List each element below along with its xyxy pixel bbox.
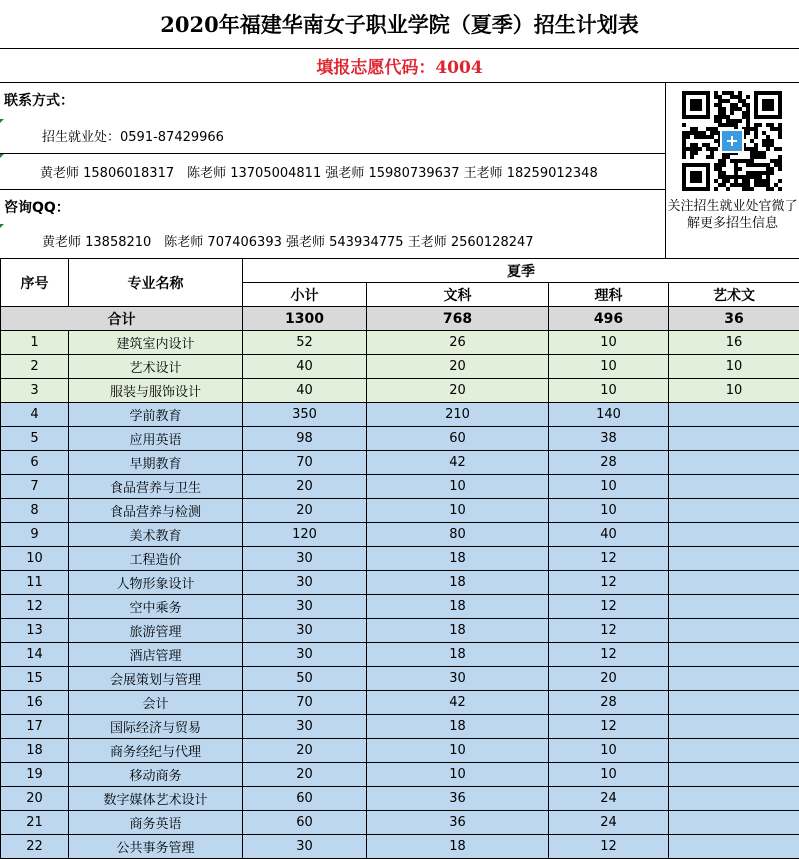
cell-subtotal: 70 (243, 451, 367, 475)
qr-panel (666, 83, 799, 258)
cell-major: 移动商务 (69, 763, 243, 787)
cell-subtotal: 30 (243, 835, 367, 859)
cell-no: 3 (1, 379, 69, 403)
cell-yishu (669, 427, 799, 451)
cell-wenke: 42 (367, 451, 549, 475)
cell-subtotal: 20 (243, 499, 367, 523)
cell-subtotal: 120 (243, 523, 367, 547)
cell-like: 10 (549, 355, 669, 379)
cell-major: 早期教育 (69, 451, 243, 475)
table-row (1, 619, 799, 643)
cell-yishu (669, 499, 799, 523)
qq-heading: 咨询QQ： (0, 189, 666, 223)
cell-wenke: 210 (367, 403, 549, 427)
header-season: 夏季 (243, 259, 799, 283)
table-row (1, 475, 799, 499)
cell-no: 6 (1, 451, 69, 475)
header-no: 序号 (1, 259, 69, 307)
cell-like: 12 (549, 547, 669, 571)
cell-no: 20 (1, 787, 69, 811)
cell-no: 17 (1, 715, 69, 739)
cell-wenke: 18 (367, 835, 549, 859)
cell-major: 应用英语 (69, 427, 243, 451)
cell-subtotal: 60 (243, 787, 367, 811)
table-row (1, 835, 799, 859)
cell-subtotal: 60 (243, 811, 367, 835)
table-row (1, 571, 799, 595)
cell-no: 7 (1, 475, 69, 499)
cell-like: 10 (549, 331, 669, 355)
cell-major: 空中乘务 (69, 595, 243, 619)
total-yishu: 36 (669, 307, 799, 331)
cell-like: 12 (549, 643, 669, 667)
cell-subtotal: 52 (243, 331, 367, 355)
cell-major: 工程造价 (69, 547, 243, 571)
cell-yishu (669, 523, 799, 547)
cell-yishu (669, 763, 799, 787)
cell-wenke: 18 (367, 571, 549, 595)
cell-subtotal: 40 (243, 355, 367, 379)
cell-no: 8 (1, 499, 69, 523)
cell-yishu (669, 547, 799, 571)
cell-subtotal: 20 (243, 763, 367, 787)
table-row (1, 427, 799, 451)
cell-like: 12 (549, 571, 669, 595)
cell-no: 13 (1, 619, 69, 643)
qq-numbers: 黄老师 13858210 陈老师 707406393 强老师 543934775 王老师 2560128247 (42, 235, 534, 250)
total-row (1, 307, 799, 331)
cell-yishu (669, 667, 799, 691)
table-row (1, 523, 799, 547)
table-row (1, 499, 799, 523)
table-row (1, 379, 799, 403)
cell-like: 12 (549, 835, 669, 859)
cell-subtotal: 30 (243, 619, 367, 643)
cell-wenke: 26 (367, 331, 549, 355)
cell-yishu (669, 643, 799, 667)
cell-subtotal: 20 (243, 475, 367, 499)
cell-like: 140 (549, 403, 669, 427)
cell-wenke: 20 (367, 379, 549, 403)
cell-no: 11 (1, 571, 69, 595)
application-code: 填报志愿代码：4004 (0, 49, 799, 83)
contact-office: 招生就业处：0591-87429966 (42, 129, 224, 145)
cell-no: 2 (1, 355, 69, 379)
cell-yishu: 10 (669, 379, 799, 403)
cell-major: 美术教育 (69, 523, 243, 547)
cell-no: 22 (1, 835, 69, 859)
cell-yishu (669, 403, 799, 427)
cell-wenke: 80 (367, 523, 549, 547)
total-label: 合计 (1, 307, 243, 331)
cell-yishu: 16 (669, 331, 799, 355)
cell-major: 旅游管理 (69, 619, 243, 643)
table-row (1, 811, 799, 835)
cell-subtotal: 30 (243, 547, 367, 571)
cell-like: 40 (549, 523, 669, 547)
cell-like: 10 (549, 499, 669, 523)
cell-yishu (669, 715, 799, 739)
cell-major: 服装与服饰设计 (69, 379, 243, 403)
cell-like: 10 (549, 739, 669, 763)
cell-yishu: 10 (669, 355, 799, 379)
cell-like: 24 (549, 811, 669, 835)
cell-no: 12 (1, 595, 69, 619)
cell-major: 会展策划与管理 (69, 667, 243, 691)
cell-major: 商务经纪与代理 (69, 739, 243, 763)
table-row (1, 787, 799, 811)
cell-major: 人物形象设计 (69, 571, 243, 595)
cell-major: 艺术设计 (69, 355, 243, 379)
cell-like: 38 (549, 427, 669, 451)
enrollment-table (0, 258, 799, 859)
table-row (1, 547, 799, 571)
total-like: 496 (549, 307, 669, 331)
cell-wenke: 10 (367, 499, 549, 523)
contact-panel (0, 83, 666, 258)
header-row (1, 259, 799, 283)
cell-like: 10 (549, 763, 669, 787)
cell-wenke: 36 (367, 811, 549, 835)
cell-major: 酒店管理 (69, 643, 243, 667)
cell-no: 4 (1, 403, 69, 427)
cell-no: 5 (1, 427, 69, 451)
cell-wenke: 30 (367, 667, 549, 691)
cell-like: 10 (549, 475, 669, 499)
cell-major: 数字媒体艺术设计 (69, 787, 243, 811)
cell-yishu (669, 619, 799, 643)
cell-no: 10 (1, 547, 69, 571)
cell-wenke: 10 (367, 475, 549, 499)
table-row (1, 763, 799, 787)
cell-wenke: 18 (367, 595, 549, 619)
cell-no: 19 (1, 763, 69, 787)
cell-yishu (669, 571, 799, 595)
cell-subtotal: 30 (243, 595, 367, 619)
cell-yishu (669, 835, 799, 859)
cell-wenke: 42 (367, 691, 549, 715)
cell-subtotal: 50 (243, 667, 367, 691)
cell-wenke: 18 (367, 619, 549, 643)
table-row (1, 691, 799, 715)
cell-no: 9 (1, 523, 69, 547)
cell-no: 21 (1, 811, 69, 835)
cell-wenke: 18 (367, 547, 549, 571)
cell-major: 食品营养与卫生 (69, 475, 243, 499)
table-row (1, 667, 799, 691)
header-wenke: 文科 (367, 283, 549, 307)
qr-code-icon[interactable] (680, 89, 784, 193)
cell-no: 18 (1, 739, 69, 763)
total-wenke: 768 (367, 307, 549, 331)
cell-like: 12 (549, 715, 669, 739)
cell-wenke: 18 (367, 715, 549, 739)
cell-wenke: 18 (367, 643, 549, 667)
cell-wenke: 20 (367, 355, 549, 379)
qr-caption: 关注招生就业处官微了解更多招生信息 (667, 199, 798, 231)
header-major: 专业名称 (69, 259, 243, 307)
cell-like: 12 (549, 595, 669, 619)
cell-yishu (669, 787, 799, 811)
cell-wenke: 10 (367, 763, 549, 787)
cell-no: 15 (1, 667, 69, 691)
page-title: 2020年福建华南女子职业学院（夏季）招生计划表 (0, 0, 799, 49)
cell-like: 10 (549, 379, 669, 403)
cell-major: 学前教育 (69, 403, 243, 427)
cell-yishu (669, 475, 799, 499)
header-yishu: 艺术文 (669, 283, 799, 307)
cell-yishu (669, 595, 799, 619)
table-row (1, 331, 799, 355)
table-row (1, 451, 799, 475)
cell-like: 28 (549, 691, 669, 715)
cell-major: 公共事务管理 (69, 835, 243, 859)
cell-major: 商务英语 (69, 811, 243, 835)
cell-subtotal: 98 (243, 427, 367, 451)
table-row (1, 355, 799, 379)
cell-subtotal: 30 (243, 571, 367, 595)
cell-yishu (669, 451, 799, 475)
table-row (1, 403, 799, 427)
cell-yishu (669, 691, 799, 715)
cell-subtotal: 20 (243, 739, 367, 763)
contact-heading: 联系方式： (4, 93, 74, 109)
cell-no: 16 (1, 691, 69, 715)
cell-no: 14 (1, 643, 69, 667)
cell-yishu (669, 811, 799, 835)
cell-wenke: 60 (367, 427, 549, 451)
table-row (1, 739, 799, 763)
cell-major: 建筑室内设计 (69, 331, 243, 355)
cell-yishu (669, 739, 799, 763)
cell-wenke: 10 (367, 739, 549, 763)
table-row (1, 643, 799, 667)
header-subtotal: 小计 (243, 283, 367, 307)
cell-major: 国际经济与贸易 (69, 715, 243, 739)
cell-no: 1 (1, 331, 69, 355)
cell-like: 24 (549, 787, 669, 811)
cell-subtotal: 70 (243, 691, 367, 715)
cell-like: 20 (549, 667, 669, 691)
cell-subtotal: 30 (243, 643, 367, 667)
cell-major: 会计 (69, 691, 243, 715)
header-like: 理科 (549, 283, 669, 307)
cell-subtotal: 30 (243, 715, 367, 739)
total-subtotal: 1300 (243, 307, 367, 331)
table-row (1, 715, 799, 739)
cell-subtotal: 40 (243, 379, 367, 403)
cell-major: 食品营养与检测 (69, 499, 243, 523)
contact-phones: 黄老师 15806018317 陈老师 13705004811 强老师 15980739637 王老师 18259012348 (0, 153, 666, 189)
cell-like: 28 (549, 451, 669, 475)
table-row (1, 595, 799, 619)
cell-wenke: 36 (367, 787, 549, 811)
cell-like: 12 (549, 619, 669, 643)
cell-subtotal: 350 (243, 403, 367, 427)
